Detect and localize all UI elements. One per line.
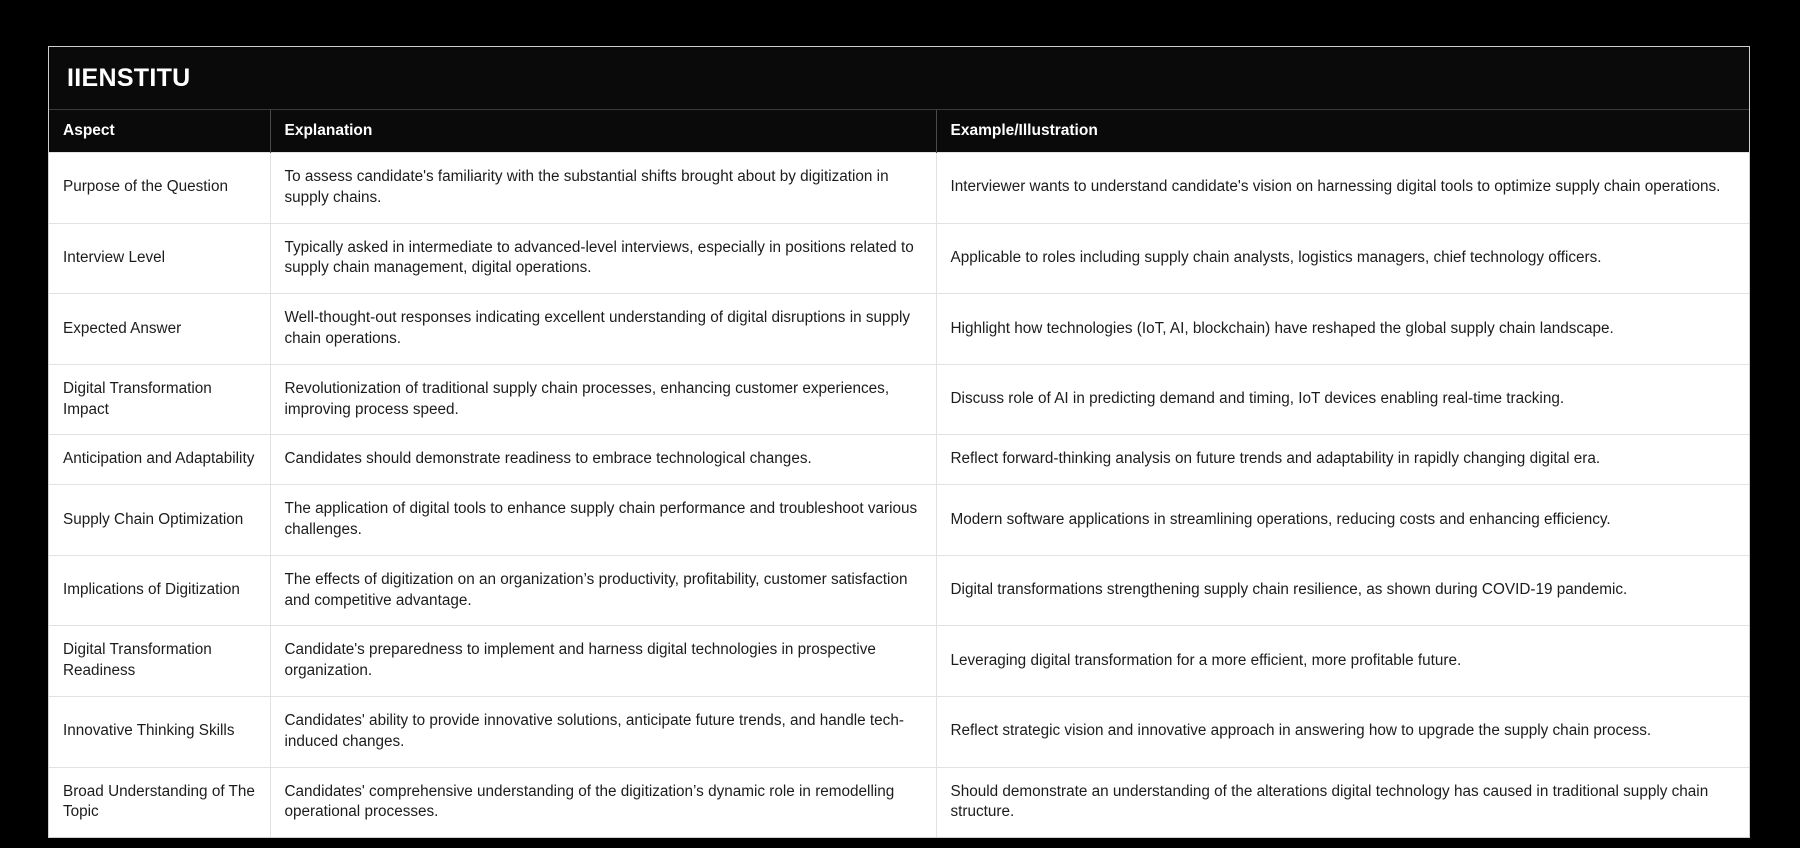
brand-title: IIENSTITU xyxy=(67,63,191,92)
cell-example: Highlight how technologies (IoT, AI, blockchain) have reshaped the global supply chain landscape. xyxy=(936,294,1749,365)
cell-explanation: Typically asked in intermediate to advanced-level interviews, especially in positions related to supply chain management, digital operations. xyxy=(270,223,936,294)
table-row xyxy=(49,153,1749,224)
cell-explanation: Candidates' ability to provide innovative solutions, anticipate future trends, and handle tech-induced changes. xyxy=(270,696,936,767)
cell-example: Interviewer wants to understand candidate's vision on harnessing digital tools to optimize supply chain operations. xyxy=(936,153,1749,224)
table-row xyxy=(49,294,1749,365)
cell-aspect: Digital Transformation Readiness xyxy=(49,626,270,697)
table-row xyxy=(49,223,1749,294)
cell-aspect: Purpose of the Question xyxy=(49,153,270,224)
table-head xyxy=(49,110,1749,153)
column-header-aspect: Aspect xyxy=(49,110,270,153)
cell-example: Leveraging digital transformation for a more efficient, more profitable future. xyxy=(936,626,1749,697)
cell-example: Reflect strategic vision and innovative approach in answering how to upgrade the supply chain process. xyxy=(936,696,1749,767)
brand-header xyxy=(49,47,1749,110)
cell-aspect: Broad Understanding of The Topic xyxy=(49,767,270,837)
cell-example: Should demonstrate an understanding of the alterations digital technology has caused in traditional supply chain structure. xyxy=(936,767,1749,837)
table-row xyxy=(49,364,1749,435)
table-header-row xyxy=(49,110,1749,153)
cell-example: Reflect forward-thinking analysis on future trends and adaptability in rapidly changing digital era. xyxy=(936,435,1749,485)
cell-example: Discuss role of AI in predicting demand and timing, IoT devices enabling real-time tracking. xyxy=(936,364,1749,435)
cell-explanation: To assess candidate's familiarity with the substantial shifts brought about by digitization in supply chains. xyxy=(270,153,936,224)
table-row xyxy=(49,626,1749,697)
cell-explanation: Revolutionization of traditional supply chain processes, enhancing customer experiences, improving process speed. xyxy=(270,364,936,435)
table-row xyxy=(49,435,1749,485)
cell-aspect: Interview Level xyxy=(49,223,270,294)
aspects-table xyxy=(49,110,1749,837)
table-row xyxy=(49,485,1749,556)
cell-aspect: Digital Transformation Impact xyxy=(49,364,270,435)
cell-explanation: Candidates should demonstrate readiness to embrace technological changes. xyxy=(270,435,936,485)
cell-aspect: Implications of Digitization xyxy=(49,555,270,626)
cell-explanation: The effects of digitization on an organization’s productivity, profitability, customer satisfaction and competitive advantage. xyxy=(270,555,936,626)
cell-example: Modern software applications in streamlining operations, reducing costs and enhancing efficiency. xyxy=(936,485,1749,556)
column-header-explanation: Explanation xyxy=(270,110,936,153)
cell-explanation: Candidate's preparedness to implement and harness digital technologies in prospective organization. xyxy=(270,626,936,697)
table-row xyxy=(49,555,1749,626)
cell-aspect: Supply Chain Optimization xyxy=(49,485,270,556)
table-row xyxy=(49,767,1749,837)
cell-aspect: Anticipation and Adaptability xyxy=(49,435,270,485)
cell-example: Applicable to roles including supply chain analysts, logistics managers, chief technology officers. xyxy=(936,223,1749,294)
cell-explanation: Well-thought-out responses indicating excellent understanding of digital disruptions in supply chain operations. xyxy=(270,294,936,365)
table-body xyxy=(49,153,1749,838)
column-header-example: Example/Illustration xyxy=(936,110,1749,153)
cell-explanation: The application of digital tools to enhance supply chain performance and troubleshoot various challenges. xyxy=(270,485,936,556)
cell-aspect: Expected Answer xyxy=(49,294,270,365)
cell-explanation: Candidates' comprehensive understanding of the digitization’s dynamic role in remodelling operational processes. xyxy=(270,767,936,837)
cell-example: Digital transformations strengthening supply chain resilience, as shown during COVID-19 pandemic. xyxy=(936,555,1749,626)
table-card xyxy=(48,46,1750,838)
cell-aspect: Innovative Thinking Skills xyxy=(49,696,270,767)
table-row xyxy=(49,696,1749,767)
